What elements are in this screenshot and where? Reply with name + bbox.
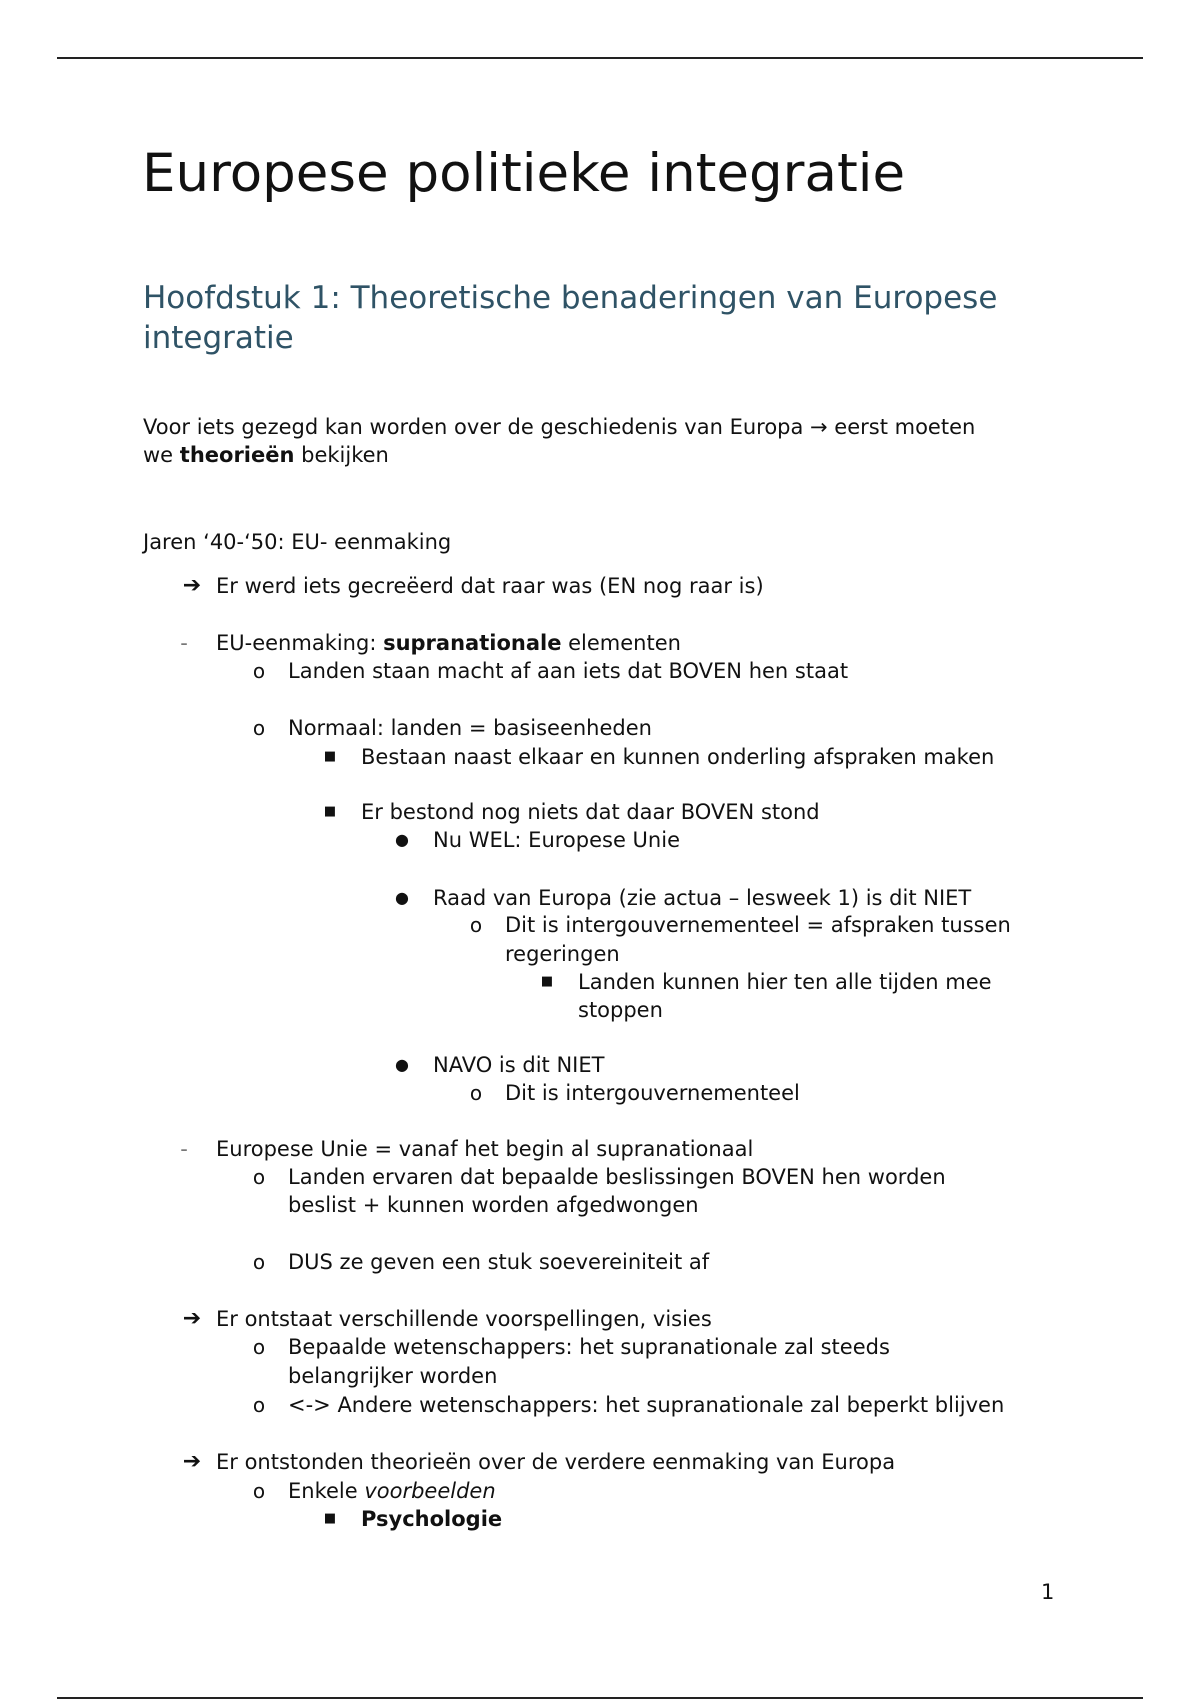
chapter-heading-line-2: integratie: [143, 320, 294, 356]
circle-marker: o: [252, 716, 266, 740]
circle-marker: o: [252, 1165, 266, 1189]
period-heading: Jaren ‘40-‘50: EU- eenmaking: [143, 530, 452, 554]
list-item-square-2: Er bestond nog niets dat daar BOVEN stond: [361, 800, 820, 824]
dash-1-bold: supranationale: [383, 631, 562, 655]
circle-marker: o: [469, 1081, 483, 1105]
circle-marker: o: [469, 913, 483, 937]
circle-marker: o: [252, 659, 266, 683]
list-item-circle-9: [288, 1477, 496, 1505]
list-item-circle-2: Normaal: landen = basiseenheden: [288, 716, 652, 740]
list-item-bullet-1: Nu WEL: Europese Unie: [433, 828, 680, 852]
list-item-dash-2: Europese Unie = vanaf het begin al supranationaal: [216, 1137, 754, 1161]
dash-marker: -: [180, 1137, 188, 1161]
list-item-arrow-2: Er ontstaat verschillende voorspellingen, visies: [216, 1307, 712, 1331]
list-item-arrow-3: Er ontstonden theorieën over de verdere eenmaking van Europa: [216, 1450, 896, 1474]
circle-marker: o: [252, 1250, 266, 1274]
list-item-circle-5-line-1: Landen ervaren dat bepaalde beslissingen BOVEN hen worden: [288, 1165, 946, 1189]
list-item-circle-1: Landen staan macht af aan iets dat BOVEN hen staat: [288, 659, 849, 683]
circle-marker: o: [252, 1335, 266, 1359]
round-bullet: ●: [395, 888, 409, 907]
list-item-circle-7-line-2: belangrijker worden: [288, 1364, 498, 1388]
document-title: Europese politieke integratie: [142, 143, 906, 204]
intro-text-post: bekijken: [294, 443, 389, 467]
list-item-square-4: Psychologie: [361, 1507, 503, 1531]
square-bullet: ■: [323, 1511, 337, 1526]
chapter-heading-line-1: Hoofdstuk 1: Theoretische benaderingen van Europese: [143, 280, 998, 316]
intro-line-2: [143, 441, 389, 469]
square-bullet: ■: [323, 804, 337, 819]
dash-1-pre: EU-eenmaking:: [216, 631, 384, 655]
circle-9-italic: voorbeelden: [364, 1479, 496, 1503]
circle-marker: o: [252, 1393, 266, 1417]
list-item-circle-4: Dit is intergouvernementeel: [505, 1081, 800, 1105]
intro-line-1: Voor iets gezegd kan worden over de geschiedenis van Europa → eerst moeten: [143, 415, 976, 439]
arrow-icon: ➔: [182, 573, 202, 598]
header-rule: [57, 57, 1143, 59]
list-item-dash-1: [216, 629, 681, 657]
footer-rule: [57, 1697, 1143, 1699]
square-bullet: ■: [540, 974, 554, 989]
circle-9-pre: Enkele: [288, 1479, 365, 1503]
list-item-square-1: Bestaan naast elkaar en kunnen onderling afspraken maken: [361, 745, 995, 769]
list-item-circle-8: <-> Andere wetenschappers: het supranationale zal beperkt blijven: [288, 1393, 1005, 1417]
round-bullet: ●: [395, 1055, 409, 1074]
chapter-heading: [143, 278, 1043, 358]
list-item-arrow-1: Er werd iets gecreëerd dat raar was (EN nog raar is): [216, 574, 764, 598]
page-number: 1: [1041, 1580, 1055, 1604]
list-item-bullet-3: NAVO is dit NIET: [433, 1053, 605, 1077]
list-item-circle-7-line-1: Bepaalde wetenschappers: het supranationale zal steeds: [288, 1335, 890, 1359]
dash-marker: -: [180, 631, 188, 655]
round-bullet: ●: [395, 830, 409, 849]
list-item-circle-3-line-1: Dit is intergouvernementeel = afspraken tussen: [505, 913, 1011, 937]
circle-marker: o: [252, 1479, 266, 1503]
dash-1-post: elementen: [561, 631, 681, 655]
list-item-square-3-line-1: Landen kunnen hier ten alle tijden mee: [578, 970, 992, 994]
list-item-circle-3-line-2: regeringen: [505, 942, 620, 966]
arrow-icon: ➔: [182, 1449, 202, 1474]
list-item-bullet-2: Raad van Europa (zie actua – lesweek 1) is dit NIET: [433, 886, 972, 910]
intro-bold-theories: theorieën: [179, 443, 295, 467]
list-item-circle-6: DUS ze geven een stuk soevereiniteit af: [288, 1250, 710, 1274]
square-bullet: ■: [323, 749, 337, 764]
arrow-icon: ➔: [182, 1306, 202, 1331]
list-item-circle-5-line-2: beslist + kunnen worden afgedwongen: [288, 1193, 699, 1217]
intro-text-pre: we: [143, 443, 180, 467]
list-item-square-3-line-2: stoppen: [578, 998, 663, 1022]
